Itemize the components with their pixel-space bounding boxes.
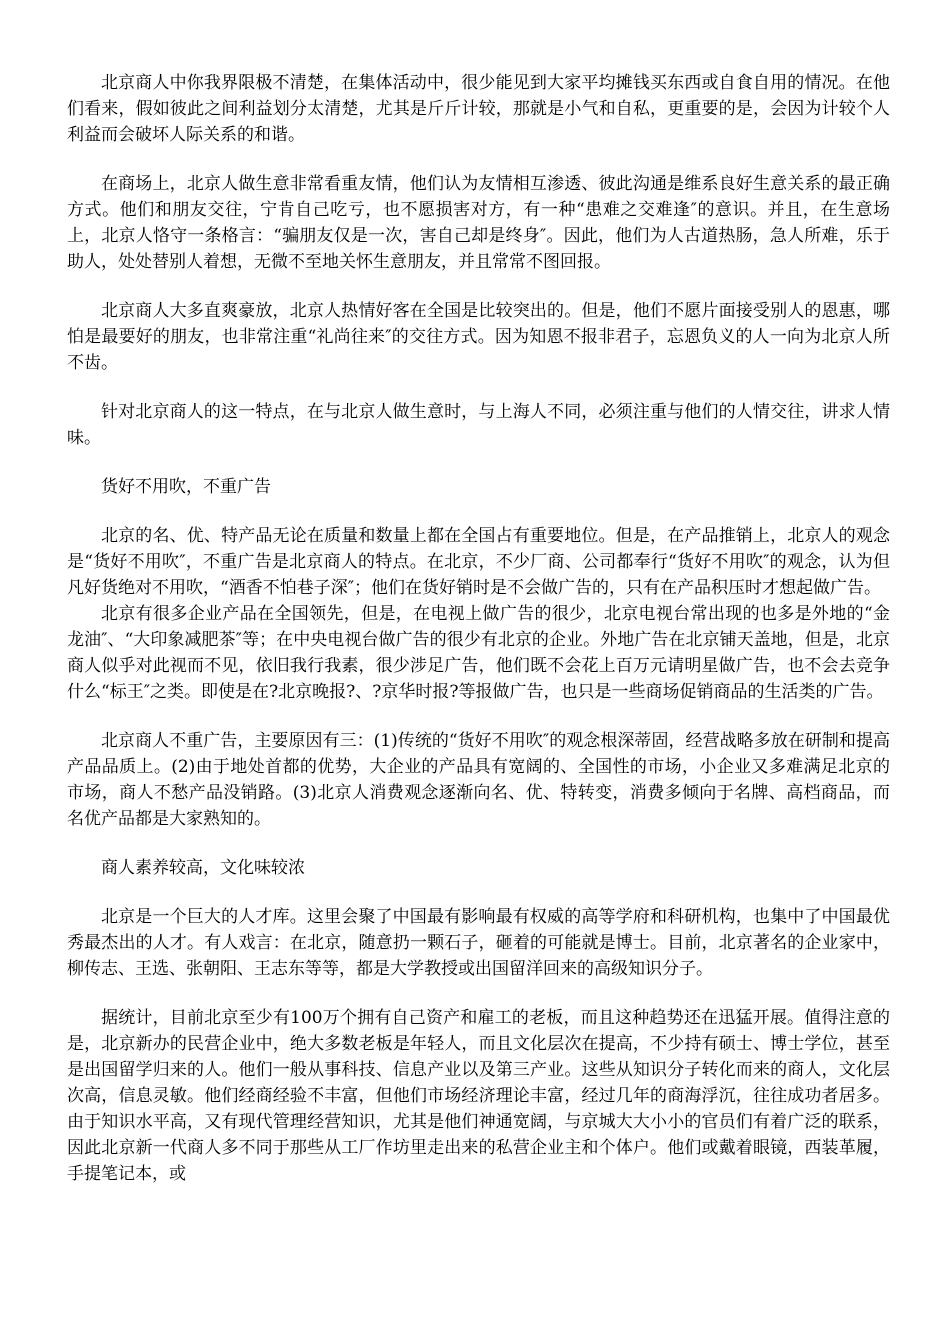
paragraph-statistics: 据统计，目前北京至少有100万个拥有自己资产和雇工的老板，而且这种趋势还在迅猛开展。值得注意的是，北京新办的民营企业中，绝大多数老板是年轻人，而且文化层次在提高，不少持有硕士、博士学位，甚至是出国留学归来的人。他们一般从事科技、信息产业以及第三产业。这些从知识分子转化而来的商人，文化层次高，信息灵敏。他们经商经验不丰富，但他们市场经济理论丰富，经过几年的商海浮沉，往往成功者居多。由于知识水平高，又有现代管理经营知识，尤其是他们神通宽阔，与京城大大小小的官员们有着广泛的联系，因此北京新一代商人多不同于那些从工厂作坊里走出来的私营企业主和个体户。他们或戴着眼镜，西装革履，手提笔记本，或	[67, 1008, 890, 1184]
paragraph-friendship: 在商场上，北京人做生意非常看重友情，他们认为友情相互渗透、彼此沟通是维系良好生意关系的最正确方式。他们和朋友交往，宁肯自己吃亏，也不愿损害对方，有一种“患难之交难逢″的意识。并且，在生意场上，北京人恪守一条格言：“骗朋友仅是一次，害自己却是终身″。因此，他们为人古道热肠，急人所难，乐于助人，处处替别人着想，无微不至地关怀生意朋友，并且常常不图回报。	[67, 174, 890, 272]
paragraph-advice: 针对北京商人的这一特点，在与北京人做生意时，与上海人不同，必须注重与他们的人情交往，讲求人情味。	[67, 402, 890, 448]
paragraph-talent: 北京是一个巨大的人才库。这里会聚了中国最有影响最有权威的高等学府和科研机构，也集中了中国最优秀最杰出的人才。有人戏言：在北京，随意扔一颗石子，砸着的可能就是博士。目前，北京著名的企业家中，柳传志、王选、张朝阳、王志东等等，都是大学教授或出国留洋回来的高级知识分子。	[67, 907, 890, 979]
section-heading-culture: 商人素养较高，文化味较浓	[101, 858, 305, 878]
paragraph-reciprocity: 北京商人大多直爽豪放，北京人热情好客在全国是比较突出的。但是，他们不愿片面接受别人的恩惠，哪怕是最要好的朋友，也非常注重“礼尚往来″的交往方式。因为知恩不报非君子，忘恩负义的人一向为北京人所不齿。	[67, 301, 890, 373]
paragraph-tv-ads: 北京有很多企业产品在全国领先，但是，在电视上做广告的很少，北京电视台常出现的也多是外地的“金龙油″、“大印象减肥茶″等；在中央电视台做广告的很少有北京的企业。外地广告在北京铺天盖地，但是，北京商人似乎对此视而不见，依旧我行我素，很少涉足广告，他们既不会花上百万元请明星做广告，也不会去竞争什么“标王″之类。即使是在?北京晚报?、?京华时报?等报做广告，也只是一些商场促销商品的生活类的广告。	[67, 604, 890, 702]
paragraph-relationships: 北京商人中你我界限极不清楚，在集体活动中，很少能见到大家平均摊钱买东西或自食自用的情况。在他们看来，假如彼此之间利益划分太清楚，尤其是斤斤计较，那就是小气和自私，更重要的是，会因为计较个人利益而会破坏人际关系的和谐。	[67, 73, 890, 145]
document-page	[67, 70, 890, 1210]
section-heading-advertising: 货好不用吹，不重广告	[101, 477, 271, 497]
paragraph-products: 北京的名、优、特产品无论在质量和数量上都在全国占有重要地位。但是，在产品推销上，北京人的观念是“货好不用吹″，不重广告是北京商人的特点。在北京，不少厂商、公司都奉行“货好不用吹″的观念，认为但凡好货绝对不用吹，“酒香不怕巷子深″；他们在货好销时是不会做广告的，只有在产品积压时才想起做广告。	[67, 526, 890, 598]
paragraph-reasons: 北京商人不重广告，主要原因有三：(1)传统的“货好不用吹″的观念根深蒂固，经营战略多放在研制和提高产品品质上。(2)由于地处首都的优势，大企业的产品具有宽阔的、全国性的市场，小企业又多难满足北京的市场，商人不愁产品没销路。(3)北京人消费观念逐渐向名、优、特转变，消费多倾向于名牌、高档商品，而名优产品都是大家熟知的。	[67, 731, 890, 829]
